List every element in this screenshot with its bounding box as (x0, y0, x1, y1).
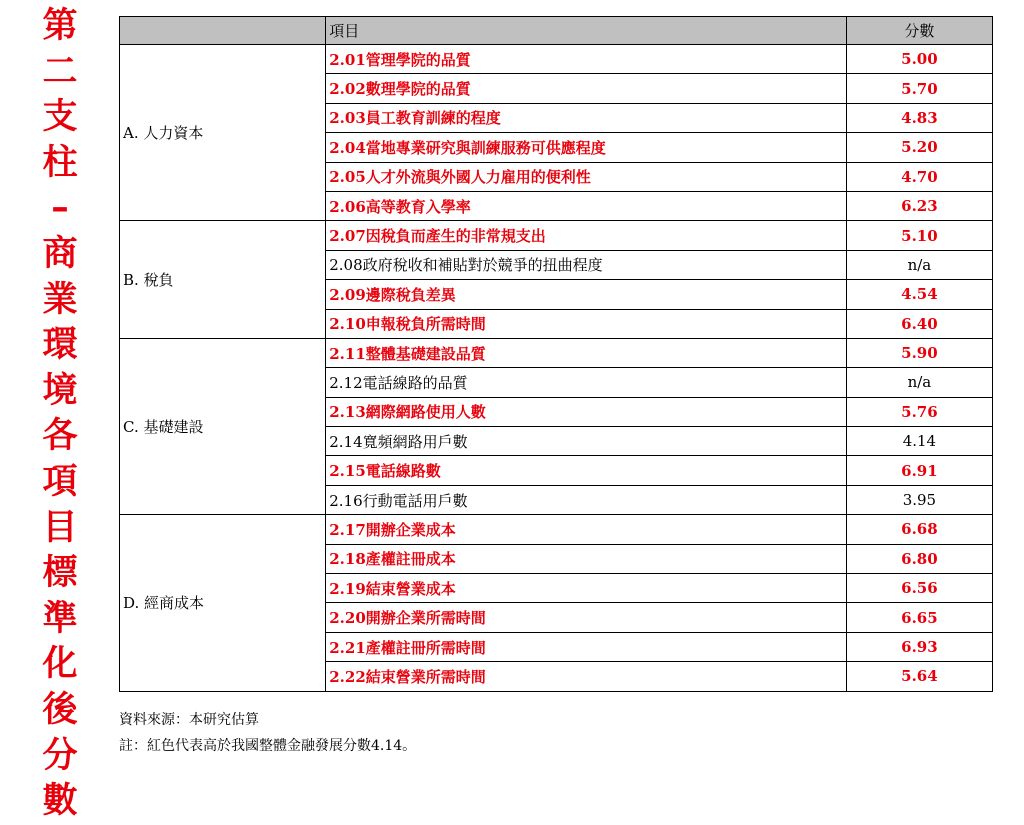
header-score: 分數 (846, 17, 992, 45)
score-cell: 6.65 (846, 603, 992, 632)
title-char: 柱 (42, 142, 78, 183)
score-cell: 4.70 (846, 162, 992, 191)
item-cell: 2.22結束營業所需時間 (326, 662, 847, 691)
title-char: 化 (42, 644, 78, 685)
title-char: 環 (42, 325, 78, 366)
item-cell: 2.18產權註冊成本 (326, 544, 847, 573)
item-cell: 2.10申報稅負所需時間 (326, 309, 847, 338)
title-char: 支 (42, 97, 78, 138)
item-cell: 2.17開辦企業成本 (326, 515, 847, 544)
item-cell: 2.12電話線路的品質 (326, 368, 847, 397)
item-cell: 2.07因稅負而產生的非常規支出 (326, 221, 847, 250)
item-cell: 2.21產權註冊所需時間 (326, 632, 847, 661)
table-body (120, 45, 993, 692)
item-cell: 2.04當地專業研究與訓練服務可供應程度 (326, 133, 847, 162)
group-label: C. 基礎建設 (120, 338, 326, 514)
score-cell: 4.14 (846, 427, 992, 456)
score-cell: 4.54 (846, 280, 992, 309)
title-char: 分 (42, 735, 78, 776)
table-row (120, 221, 993, 250)
title-char: – (51, 188, 69, 229)
score-cell: 5.20 (846, 133, 992, 162)
item-cell: 2.13網際網路使用人數 (326, 397, 847, 426)
score-cell: 5.00 (846, 45, 992, 74)
header-group (120, 17, 326, 45)
score-cell: 6.40 (846, 309, 992, 338)
score-cell: 5.90 (846, 338, 992, 367)
title-char: 準 (42, 598, 78, 639)
score-cell: 4.83 (846, 103, 992, 132)
title-char: 後 (42, 689, 78, 730)
item-cell: 2.06高等教育入學率 (326, 191, 847, 220)
score-table (119, 16, 993, 692)
group-label: B. 稅負 (120, 221, 326, 339)
score-cell: 6.68 (846, 515, 992, 544)
item-cell: 2.01管理學院的品質 (326, 45, 847, 74)
group-label: D. 經商成本 (120, 515, 326, 691)
table-row (120, 45, 993, 74)
score-cell: 6.23 (846, 191, 992, 220)
score-cell: 5.76 (846, 397, 992, 426)
item-cell: 2.03員工教育訓練的程度 (326, 103, 847, 132)
group-label: A. 人力資本 (120, 45, 326, 221)
title-char: 商 (42, 233, 78, 274)
item-cell: 2.20開辦企業所需時間 (326, 603, 847, 632)
item-cell: 2.08政府稅收和補貼對於競爭的扭曲程度 (326, 250, 847, 279)
title-char: 項 (42, 461, 78, 502)
score-cell: 6.56 (846, 574, 992, 603)
title-char: 目 (42, 507, 78, 548)
title-char: 第 (42, 6, 78, 46)
score-cell: 6.91 (846, 456, 992, 485)
title-char: 境 (42, 370, 78, 411)
item-cell: 2.09邊際稅負差異 (326, 280, 847, 309)
item-cell: 2.15電話線路數 (326, 456, 847, 485)
score-cell: 3.95 (846, 485, 992, 514)
title-char: 各 (42, 416, 78, 457)
score-cell: 6.80 (846, 544, 992, 573)
item-cell: 2.02數理學院的品質 (326, 74, 847, 103)
item-cell: 2.05人才外流與外國人力雇用的便利性 (326, 162, 847, 191)
color-note: 註：紅色代表高於我國整體金融發展分數4.14。 (119, 738, 417, 754)
title-char: 二 (42, 51, 78, 92)
score-cell: 5.10 (846, 221, 992, 250)
table-row (120, 515, 993, 544)
title-char: 數 (42, 781, 78, 822)
score-cell: 5.70 (846, 74, 992, 103)
score-cell: n/a (846, 250, 992, 279)
slide-title (36, 4, 84, 825)
header-item: 項目 (326, 17, 847, 45)
table-header-row (120, 17, 993, 45)
item-cell: 2.14寬頻網路用戶數 (326, 427, 847, 456)
item-cell: 2.16行動電話用戶數 (326, 485, 847, 514)
source-note: 資料來源：本研究估算 (119, 712, 259, 728)
item-cell: 2.19結束營業成本 (326, 574, 847, 603)
score-cell: 6.93 (846, 632, 992, 661)
score-cell: 5.64 (846, 662, 992, 691)
title-char: 業 (42, 279, 78, 320)
table-row (120, 338, 993, 367)
score-cell: n/a (846, 368, 992, 397)
item-cell: 2.11整體基礎建設品質 (326, 338, 847, 367)
title-char: 標 (42, 553, 78, 594)
